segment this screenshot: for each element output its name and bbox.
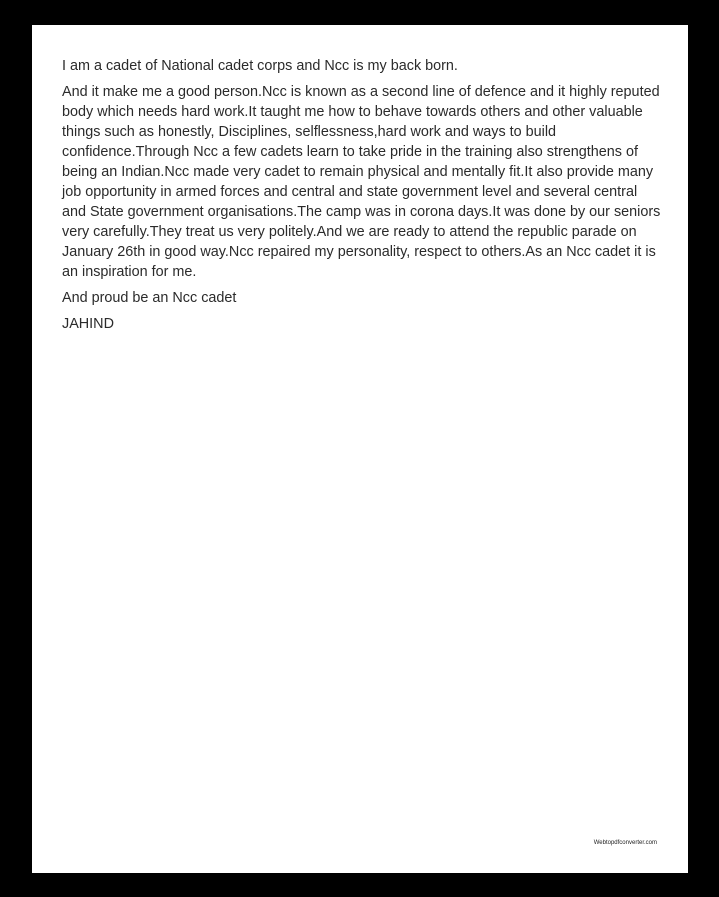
paragraph-closing: And proud be an Ncc cadet [62,290,237,306]
document-page [32,25,688,873]
document-body [62,56,662,340]
footer-watermark: Webtopdfconverter.com [593,840,657,846]
paragraph-intro: I am a cadet of National cadet corps and Ncc is my back born. [62,58,458,74]
paragraph-signoff: JAHIND [62,316,114,332]
paragraph-main: And it make me a good person.Ncc is known as a second line of defence and it highly reputed body which needs hard work.It taught me how to behave towards others and other valuable things such as honestly, Disciplines, selflessness,hard work and ways to build confidence.Through Ncc a few cadets learn to take pride in the training also strengthens of being an Indian.Ncc made very cadet to remain physical and mentally fit.It also provide many job opportunity in armed forces and central and state government level and several central and State government organisations.The camp was in corona days.It was done by our seniors very carefully.They treat us very politely.And we are ready to attend the republic parade on January 26th in good way.Ncc repaired my personality, respect to others.As an Ncc cadet it is an inspiration for me. [62,84,661,280]
